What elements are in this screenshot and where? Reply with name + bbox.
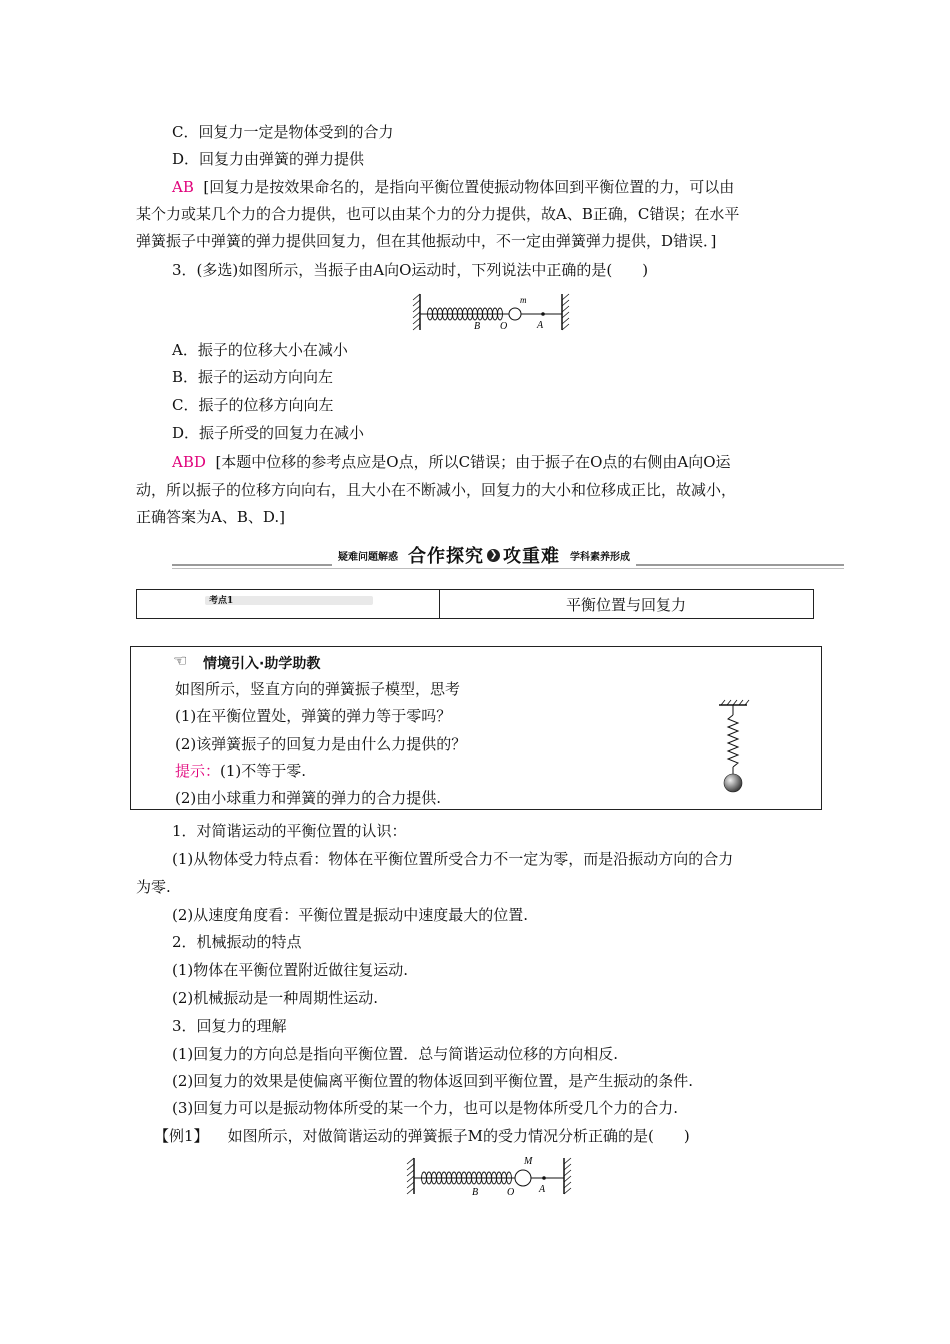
option-3d: D．振子所受的回复力在减小 [172, 424, 365, 442]
label-o: O [507, 1187, 515, 1198]
label-a: A [539, 1184, 546, 1195]
answer-text: [本题中位移的参考点应是O点，所以C错误；由于振子在O点的右侧由A向O运 [215, 453, 731, 471]
option-3a: A．振子的位移大小在减小 [172, 341, 348, 359]
para-3a: (1)回复力的方向总是指向平衡位置．总与简谐运动位移的方向相反. [172, 1045, 619, 1063]
context-heading: 情境引入·助学助教 [203, 656, 321, 672]
label-m: M [524, 1156, 533, 1167]
para-1b: (2)从速度角度看：平衡位置是振动中速度最大的位置. [172, 906, 529, 924]
example-label: 【例1】 [154, 1127, 209, 1145]
answer-label: AB [172, 178, 194, 196]
option-d: D．回复力由弹簧的弹力提供 [172, 150, 365, 168]
example-1 [154, 1125, 690, 1147]
topic-title: 平衡位置与回复力 [565, 596, 686, 614]
context-line-2: (1)在平衡位置处，弹簧的弹力等于零吗？ [175, 707, 452, 725]
topic-tag: 考点1 [209, 596, 234, 606]
para-1: 1．对简谐运动的平衡位置的认识： [172, 822, 407, 840]
para-1a: (1)从物体受力特点看：物体在平衡位置所受合力不一定为零，而是沿振动方向的合力 [172, 850, 734, 868]
banner-left-text: 疑难问题解惑 [338, 551, 398, 563]
answer-3-line1 [172, 451, 731, 473]
banner-title-b: 攻重难 [503, 546, 560, 567]
vertical-spring-figure [713, 699, 753, 795]
hint-label: 提示： [175, 762, 221, 780]
option-c: C．回复力一定是物体受到的合力 [172, 123, 394, 141]
para-2a: (1)物体在平衡位置附近做往复运动. [172, 961, 409, 979]
context-box [130, 646, 822, 810]
label-m: m [520, 295, 527, 305]
context-line-3: (2)该弹簧振子的回复力是由什么力提供的？ [175, 735, 467, 753]
banner-right-text: 学科素养形成 [570, 551, 630, 563]
banner-title-a: 合作探究 [408, 546, 484, 567]
spring-oscillator-figure-2 [406, 1152, 574, 1198]
chevron-right-icon: ❯ [487, 549, 500, 562]
label-b: B [472, 1187, 479, 1198]
section-banner [172, 544, 844, 572]
option-3c: C．振子的位移方向向左 [172, 396, 334, 414]
para-3c: (3)回复力可以是振动物体所受的某一个力，也可以是物体所受几个力的合力. [172, 1099, 679, 1117]
context-hint-2: (2)由小球重力和弹簧的弹力的合力提供. [175, 789, 442, 807]
label-b: B [474, 321, 481, 332]
context-hint [175, 760, 306, 782]
answer-2-line3: 弹簧振子中弹簧的弹力提供回复力，但在其他振动中，不一定由弹簧弹力提供，D错误．] [136, 232, 717, 250]
answer-text: [回复力是按效果命名的，是指向平衡位置使振动物体回到平衡位置的力，可以由 [203, 178, 735, 196]
hand-pointer-icon: ☜ [173, 651, 188, 670]
context-line-1: 如图所示，竖直方向的弹簧振子模型，思考 [175, 680, 461, 698]
topic-table [136, 589, 814, 619]
label-a: A [537, 320, 544, 331]
para-3: 3．回复力的理解 [172, 1017, 287, 1035]
example-text: 如图所示，对做简谐运动的弹簧振子M的受力情况分析正确的是( ) [227, 1127, 690, 1145]
answer-2-line1 [172, 176, 734, 198]
option-3b: B．振子的运动方向向左 [172, 368, 334, 386]
hint-1: (1)不等于零. [220, 762, 307, 780]
answer-2-line2: 某个力或某几个力的合力提供，也可以由某个力的分力提供，故A、B正确，C错误；在水平 [136, 205, 740, 223]
question-3: 3．(多选)如图所示，当振子由A向O运动时，下列说法中正确的是( ) [172, 261, 649, 279]
answer-label: ABD [172, 453, 206, 471]
spring-oscillator-figure [412, 290, 572, 334]
answer-3-line2: 动，所以振子的位移方向向右，且大小在不断减小，回复力的大小和位移成正比，故减小， [136, 481, 737, 499]
label-o: O [500, 321, 508, 332]
para-1a-cont: 为零. [136, 878, 171, 896]
para-2: 2．机械振动的特点 [172, 933, 302, 951]
para-2b: (2)机械振动是一种周期性运动. [172, 989, 379, 1007]
para-3b: (2)回复力的效果是使偏离平衡位置的物体返回到平衡位置，是产生振动的条件. [172, 1072, 694, 1090]
answer-3-line3: 正确答案为A、B、D.] [136, 508, 285, 526]
